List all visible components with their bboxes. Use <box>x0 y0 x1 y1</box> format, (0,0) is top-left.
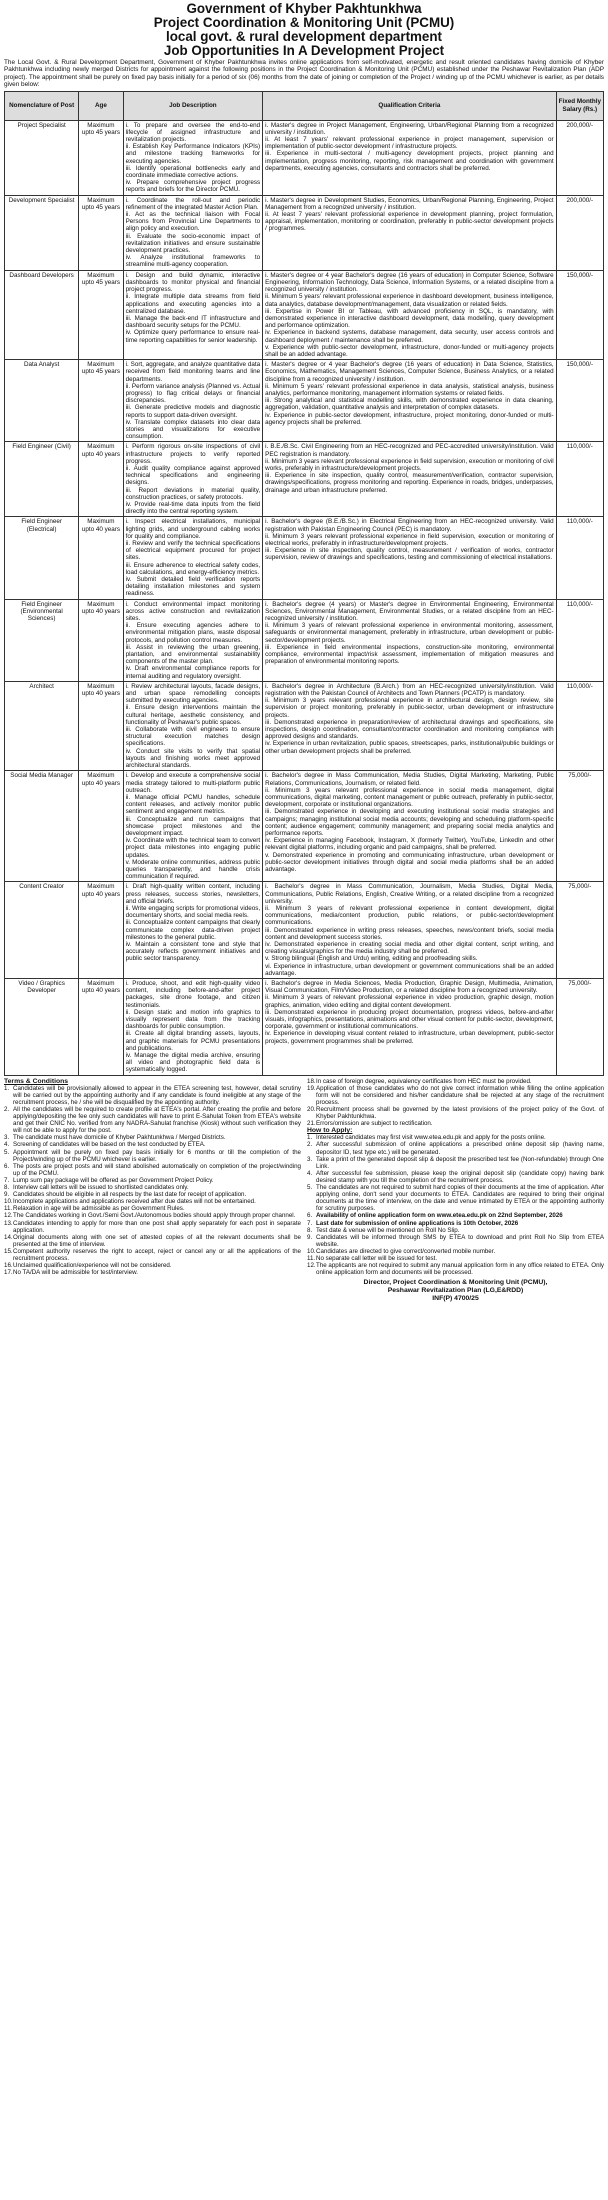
apply-step <box>307 1212 604 1219</box>
term-item <box>4 1220 301 1234</box>
post-name-cell: Field Engineer (Civil) <box>5 442 79 517</box>
post-name-cell: Video / Graphics Developer <box>5 978 79 1075</box>
job-description-item: iii. Ensure adherence to electrical safety codes, load calculations, and energy-efficiency metrics. <box>125 561 261 576</box>
terms-title: Terms & Conditions <box>4 1077 69 1085</box>
item-number: 7. <box>307 1219 313 1227</box>
age-cell: Maximum upto 40 years <box>79 882 123 979</box>
qualification-item: ii. Minimum 3 years of relevant professional experience in environmental monitoring, assessment, safeguards or environmental management, preferably in infrastructure, urban development or public-sector/development projects. <box>265 622 554 644</box>
job-description-item: iv. Submit detailed field verification reports detailing installation milestones and system readiness. <box>125 576 261 598</box>
table-row <box>5 681 604 770</box>
table-row <box>5 195 604 270</box>
item-number: 19. <box>307 1084 316 1092</box>
job-description-item: i. Produce, shoot, and edit high-quality video content, including before-and-after project packages, site drone footage, and citizen testimonials. <box>125 979 261 1009</box>
age-cell: Maximum upto 40 years <box>79 599 123 681</box>
qualification-item: v. Demonstrated experience in promoting and communicating infrastructure, urban development or public-sector development initiatives through digital and social media platforms shall be an added advantage. <box>265 851 554 873</box>
item-text: Interested candidates may first visit www.etea.edu.pk and apply for the posts online. <box>316 1134 546 1142</box>
item-number: 8. <box>307 1226 313 1234</box>
item-number: 12. <box>4 1212 13 1220</box>
table-row <box>5 978 604 1075</box>
age-cell: Maximum upto 45 years <box>79 360 123 442</box>
qualification-item: iv. Demonstrated experience in creating social media and other digital content, script writing, and creating visuals/graphics for the media industry shall be preferred. <box>265 940 554 956</box>
column-header-qualification: Qualification Criteria <box>263 91 557 120</box>
job-description-item: iii. Conceptualize and run campaigns that showcase project milestones and the development impact. <box>125 815 261 837</box>
column-header-post: Nomenclature of Post <box>5 91 79 120</box>
item-text: Availability of online application form on www.etea.edu.pk on 22nd September, 2026 <box>316 1212 563 1220</box>
job-description-item: iv. Analyze institutional frameworks to streamline multi-agency cooperation. <box>125 254 261 269</box>
qualification-item: iii. Experience in site inspection, quality control, measurement / verification of works, contractor supervision, review of drawings and specifications, testing and commissioning of electrical installations. <box>265 547 554 562</box>
age-cell: Maximum upto 45 years <box>79 195 123 270</box>
item-number: 17. <box>4 1269 13 1277</box>
term-item <box>4 1177 301 1184</box>
apply-step <box>307 1234 604 1248</box>
table-row <box>5 882 604 979</box>
qualification-item: iii. Demonstrated experience in developing and executing institutional social media strategies and campaigns; managing institutional social media accounts; developing and scheduling platform-specific content; audience engagement; community management; and preparing social media analytics and performance reports. <box>265 808 554 837</box>
qualification-cell <box>263 681 557 770</box>
item-text: Candidates will be provisionally allowed to appear in the ETEA screening test, however, detail scrutiny will be carried out by the appointing authority and if any candidate is found ineligible at any stage of the recruitment process, he / she will be disqualified by the appointing authority. <box>13 1084 301 1106</box>
salary-cell: 110,000/- <box>556 599 603 681</box>
table-header-row <box>5 91 604 120</box>
job-description-item: iii. Evaluate the socio-economic impact of revitalization initiatives and ensure sustainable development practices. <box>125 232 261 255</box>
how-to-apply-list <box>307 1134 604 1276</box>
apply-step <box>307 1255 604 1262</box>
qualification-item: ii. Minimum 3 years of relevant professional experience in video production, graphic design, motion graphics, animation, video editing and digital content development. <box>265 994 554 1009</box>
job-description-item: iii. Identify operational bottlenecks early and coordinate immediate corrective actions. <box>125 164 261 180</box>
item-text: Incomplete applications and applications received after due dates will not be entertained. <box>13 1198 256 1206</box>
job-description-cell <box>123 195 263 270</box>
item-text: Last date for submission of online applications is 10th October, 2026 <box>316 1219 519 1227</box>
jobs-table-body <box>5 120 604 1075</box>
salary-cell: 110,000/- <box>556 681 603 770</box>
term-item <box>307 1085 604 1106</box>
item-number: 6. <box>307 1212 313 1220</box>
apply-step <box>307 1170 604 1184</box>
term-item <box>4 1234 301 1248</box>
column-header-age: Age <box>79 91 123 120</box>
item-text: No separate call letter will be issued for test. <box>316 1254 438 1262</box>
job-description-item: iv. Draft environmental compliance reports for internal auditing and regulatory oversight. <box>125 665 261 680</box>
apply-step <box>307 1134 604 1141</box>
job-description-item: i. Design and build dynamic, interactive dashboards to monitor physical and financial project progress. <box>125 271 261 294</box>
age-cell: Maximum upto 40 years <box>79 771 123 882</box>
qualification-item: i. B.E./B.Sc. Civil Engineering from an HEC-recognized and PEC-accredited university/institution. Valid PEC registration is mandatory. <box>265 443 554 458</box>
job-description-item: i. Sort, aggregate, and analyze quantitative data received from field monitoring teams and line departments. <box>125 361 261 383</box>
qualification-item: iv. Experience in backend systems, database management, data security, user access controls and dashboard deployment / maintenance shall be preferred. <box>265 329 554 344</box>
table-row <box>5 442 604 517</box>
post-name-cell: Data Analyst <box>5 360 79 442</box>
job-description-item: iii. Collaborate with civil engineers to ensure structural execution matches design specifications. <box>125 726 261 748</box>
post-name-cell: Field Engineer (Electrical) <box>5 517 79 599</box>
terms-section <box>4 1078 604 1303</box>
qualification-cell <box>263 882 557 979</box>
job-description-cell <box>123 270 263 359</box>
job-description-item: iv. Provide real-time data inputs from the field directly into the central reporting system. <box>125 500 261 516</box>
qualification-item: iv. Experience in urban revitalization, public spaces, streetscapes, parks, institutional/public buildings or other urban development projects shall be preferred. <box>265 740 554 755</box>
qualification-cell <box>263 270 557 359</box>
term-item <box>4 1106 301 1134</box>
job-description-item: ii. Integrate multiple data streams from field applications and executing agencies into a centralized database. <box>125 293 261 315</box>
item-number: 18. <box>307 1077 316 1085</box>
job-description-item: i. Perform rigorous on-site inspections of civil infrastructure projects to verify reported progress. <box>125 443 261 465</box>
item-number: 8. <box>4 1184 10 1192</box>
apply-step <box>307 1141 604 1155</box>
item-text: Competent authority reserves the right to accept, reject or cancel any or all the applications of the recruitment process. <box>13 1247 301 1262</box>
item-text: In case of foreign degree, equivalency certificates from HEC must be provided. <box>316 1077 532 1085</box>
job-description-cell <box>123 442 263 517</box>
job-description-item: i. Coordinate the roll-out and periodic refinement of the integrated Master Action Plan. <box>125 196 261 211</box>
item-text: Lump sum pay package will be offered as per Government Project Policy. <box>13 1176 214 1184</box>
qualification-item: i. Master's degree in Project Management, Engineering, Urban/Regional Planning from a recognized university / institution. <box>265 121 554 136</box>
term-item <box>4 1248 301 1262</box>
qualification-item: v. Strong bilingual (English and Urdu) writing, editing and proofreading skills. <box>265 955 478 963</box>
salary-cell: 75,000/- <box>556 771 603 882</box>
item-text: After successful submission of online applications a prescribed online deposit slip (having name, depositor ID, test type etc.) will be generated. <box>316 1141 604 1156</box>
item-text: Candidates should be eligible in all respects by the last date for receipt of application. <box>13 1191 247 1199</box>
job-description-cell <box>123 517 263 599</box>
qualification-item: ii. At least 7 years' relevant professional experience in development planning, project formulation, appraisal, implementation, monitoring or coordination, preferably in public-sector development projects / programmes. <box>265 211 554 233</box>
term-item <box>4 1184 301 1191</box>
post-name-cell: Social Media Manager <box>5 771 79 882</box>
post-name-cell: Dashboard Developers <box>5 270 79 359</box>
qualification-item: iv. Experience in managing Facebook, Instagram, X (formerly Twitter), YouTube, LinkedIn and other relevant digital platforms, including organic and paid campaigns, shall be preferred. <box>265 837 554 852</box>
item-number: 16. <box>4 1262 13 1270</box>
qualification-item: ii. Minimum 3 years of relevant professional experience in content development, digital communications, media/content production, public relations, or public-sector/development communications. <box>265 904 554 927</box>
apply-step <box>307 1262 604 1276</box>
term-item <box>4 1149 301 1163</box>
qualification-item: iv. Experience in public-sector development, infrastructure, project monitoring, donor-funded or multi-agency projects shall be preferred. <box>265 411 554 426</box>
term-item <box>307 1106 604 1120</box>
item-number: 3. <box>307 1155 313 1163</box>
age-cell: Maximum upto 45 years <box>79 270 123 359</box>
job-description-item: ii. Ensure design interventions maintain the cultural heritage, aesthetic consistency, and functionality of Peshawar's public spaces. <box>125 704 261 726</box>
qualification-item: i. Master's degree or 4 year Bachelor's degree (16 years of education) in Data Science, Statistics, Economics, Mathematics, Management Sciences, Computer Science, Business Analytics, or a related discipline from a recognized university / institution. <box>265 361 554 383</box>
qualification-item: v. Experience with public-sector development, infrastructure, donor-funded or multi-agency projects shall be an added advantage. <box>265 343 554 358</box>
item-number: 9. <box>307 1233 313 1241</box>
item-number: 13. <box>4 1219 13 1227</box>
job-description-item: ii. Write engaging scripts for promotional videos, documentary shorts, and social media reels. <box>125 904 261 920</box>
job-description-item: ii. Design static and motion info graphics to visually represent data from the tracking dashboards for public consumption. <box>125 1008 261 1031</box>
item-number: 7. <box>4 1176 10 1184</box>
qualification-item: ii. Minimum 3 years relevant professional experience in field supervision, execution or monitoring of civil works, preferably in infrastructure/development projects. <box>265 457 554 472</box>
table-row <box>5 360 604 442</box>
qualification-item: iii. Experience in field environmental inspections, construction-site monitoring, environmental compliance, environmental impact/risk assessment, implementation of mitigation measures and preparation of environmental monitoring reports. <box>265 643 554 666</box>
job-description-item: ii. Perform variance analysis (Planned vs. Actual progress) to flag critical delays or financial discrepancies. <box>125 382 261 405</box>
item-number: 5. <box>307 1184 313 1192</box>
salary-cell: 150,000/- <box>556 270 603 359</box>
item-number: 4. <box>307 1169 313 1177</box>
salary-cell: 110,000/- <box>556 517 603 599</box>
qualification-cell <box>263 360 557 442</box>
contact-line-plan: Peshawar Revitalization Plan (LG,E&RDD) <box>387 1287 524 1295</box>
item-number: 11. <box>307 1254 316 1262</box>
item-number: 4. <box>4 1141 10 1149</box>
apply-step <box>307 1227 604 1234</box>
job-description-item: ii. Review and verify the technical specifications of electrical equipment procured for project sites. <box>125 540 261 562</box>
item-text: Interview call letters will be issued to shortlisted candidates only. <box>13 1184 189 1192</box>
jobs-table <box>4 91 604 1076</box>
job-description-cell <box>123 120 263 195</box>
item-number: 10. <box>307 1247 316 1255</box>
job-description-cell <box>123 978 263 1075</box>
item-text: Candidates intending to apply for more than one post shall apply separately for each post in separate application. <box>13 1219 301 1234</box>
qualification-item: iii. Demonstrated experience in writing press releases, speeches, news/content briefs, social media content and development success stories. <box>265 926 554 941</box>
job-description-item: ii. Manage official PCMU handles, schedule content releases, and actively monitor public sentiment and engagement metrics. <box>125 793 261 816</box>
term-item <box>4 1205 301 1212</box>
salary-cell: 200,000/- <box>556 195 603 270</box>
item-number: 20. <box>307 1106 316 1113</box>
qualification-item: ii. Minimum 5 years' relevant professional experience in data analysis, statistical analysis, business analytics, performance monitoring, management information systems or related fields. <box>265 382 554 397</box>
term-item <box>4 1085 301 1106</box>
item-text: Screening of candidates will be based on the test conducted by ETEA. <box>13 1141 206 1149</box>
qualification-item: ii. Minimum 3 years relevant professional experience in social media management, digital communications, digital marketing, content management or public outreach, preferably in public-sector, development, corporate or institutional organizations. <box>265 786 554 809</box>
item-number: 11. <box>4 1205 13 1213</box>
qualification-item: iii. Expertise in Power BI or Tableau, with advanced proficiency in SQL, is mandatory, with demonstrated experience in interactive dashboard development, data modelling, query development and performance optimization. <box>265 307 554 330</box>
age-cell: Maximum upto 40 years <box>79 442 123 517</box>
job-description-item: v. Moderate online communities, address public queries transparently, and handle crisis communication if required. <box>125 858 261 881</box>
age-cell: Maximum upto 45 years <box>79 120 123 195</box>
apply-step <box>307 1184 604 1212</box>
item-text: Relaxation in age will be admissible as per Government Rules. <box>13 1205 185 1213</box>
table-row <box>5 599 604 681</box>
item-text: Recruitment process shall be governed by the latest provisions of the project policy of the Govt. of Khyber Pakhtunkhwa. <box>316 1106 604 1121</box>
job-description-cell <box>123 360 263 442</box>
qualification-cell <box>263 978 557 1075</box>
table-row <box>5 120 604 195</box>
apply-step <box>307 1156 604 1170</box>
terms-right-list <box>307 1078 604 1128</box>
header <box>4 2 604 58</box>
qualification-item: ii. Minimum 3 years relevant professional experience in field supervision, execution or monitoring of electrical works, preferably in infrastructure/development projects. <box>265 532 554 547</box>
term-item <box>4 1141 301 1148</box>
age-cell: Maximum upto 40 years <box>79 517 123 599</box>
post-name-cell: Field Engineer (Environmental Sciences) <box>5 599 79 681</box>
job-description-item: i. To prepare and oversee the end-to-end lifecycle of assigned infrastructure and revitalization projects. <box>125 121 261 144</box>
post-name-cell: Architect <box>5 681 79 770</box>
job-description-item: iv. Conduct site visits to verify that spatial layouts and finishing works meet approved architectural standards. <box>125 747 261 770</box>
term-item <box>307 1120 604 1127</box>
item-text: The Candidates working in Govt./Semi Govt./Autonomous bodies should apply through proper channel. <box>13 1212 296 1220</box>
contact-line-reference: INF(P) 4700/25 <box>432 1294 479 1302</box>
job-description-item: ii. Audit quality compliance against approved technical specifications and engineering designs. <box>125 464 261 487</box>
qualification-item: i. Bachelor's degree in Mass Communication, Journalism, Media Studies, Digital Media, Communications, Public Relations, English, Creative Writing, or a related discipline from a recognized university. <box>265 883 554 905</box>
qualification-item: i. Bachelor's degree in Architecture (B.Arch.) from an HEC-recognized university/institution. Valid registration with the Pakistan Council of Architects and Town Planners (PCATP) is mandatory. <box>265 682 554 698</box>
term-item <box>4 1198 301 1205</box>
qualification-item: vi. Experience in infrastructure, urban development or government communications shall be an added advantage. <box>265 962 554 977</box>
item-text: Original documents along with one set of attested copies of all the relevant documents shall be presented at the time of interview. <box>13 1233 301 1248</box>
item-number: 12. <box>307 1262 316 1270</box>
job-description-item: iv. Optimize query performance to ensure real-time reporting capabilities for senior leadership. <box>125 329 261 344</box>
qualification-cell <box>263 120 557 195</box>
term-item <box>4 1191 301 1198</box>
job-description-cell <box>123 599 263 681</box>
item-number: 21. <box>307 1120 316 1128</box>
job-description-item: i. Review architectural layouts, facade designs, and urban space remodelling concepts submitted by executing agencies. <box>125 682 261 705</box>
header-title: Job Opportunities In A Development Project <box>163 43 445 58</box>
job-description-item: iii. Generate predictive models and diagnostic reports to support data-driven oversight. <box>125 404 261 419</box>
apply-step <box>307 1248 604 1255</box>
item-number: 6. <box>4 1162 10 1170</box>
term-item <box>4 1163 301 1177</box>
qualification-item: i. Master's degree or 4 year Bachelor's degree (16 years of education) in Computer Science, Software Engineering, Information Technology, Data Science, Information Systems, or a related discipline from a recognized university / institution. <box>265 271 554 294</box>
item-number: 2. <box>4 1106 10 1113</box>
terms-right-column <box>307 1078 604 1303</box>
item-text: Application of those candidates who do not give correct information while filling the online application form will not be considered and his/her candidature shall be rejected at any stage of the recruitment process. <box>316 1084 604 1106</box>
item-number: 1. <box>4 1084 10 1092</box>
salary-cell: 200,000/- <box>556 120 603 195</box>
age-cell: Maximum upto 40 years <box>79 681 123 770</box>
item-text: The candidate must have domicile of Khyber Pakhtunkhwa / Merged Districts. <box>13 1134 226 1142</box>
post-name-cell: Development Specialist <box>5 195 79 270</box>
item-text: The applicants are not required to submit any manual application form in any office related to ETEA. Only online application form and documents will be processed. <box>316 1262 604 1277</box>
item-text: The candidates are not required to submit hard copies of their documents at the time of application. After applying online, don't send your documents to ETEA. Candidates are required to bring their original documents at the time of interview, on the date and venue intimated by ETEA or the appointing authority for scrutiny purposes. <box>316 1184 604 1213</box>
item-text: Take a print of the generated deposit slip & deposit the prescribed test fee (Non-refundable) through One Link. <box>316 1155 604 1170</box>
job-description-item: ii. Establish Key Performance Indicators (KPIs) and milestone tracking frameworks for executing agencies. <box>125 143 261 165</box>
job-description-item: i. Develop and execute a comprehensive social media strategy tailored to multi-platform public outreach. <box>125 772 261 794</box>
term-item <box>4 1134 301 1141</box>
post-name-cell: Content Creator <box>5 882 79 979</box>
item-number: 1. <box>307 1134 313 1142</box>
job-description-item: iii. Report deviations in material quality, construction practices, or safety protocols. <box>125 486 261 501</box>
qualification-item: ii. Minimum 5 years' relevant professional experience in dashboard development, business intelligence, data analytics, database development/management, data visualization or related fields. <box>265 293 554 308</box>
qualification-item: iii. Demonstrated experience in preparation/review of architectural drawings and specifications, site inspections, design coordination, consultant/contractor coordination and monitoring compliance with approved designs and standards. <box>265 718 554 741</box>
job-description-item: iv. Translate complex datasets into clear data stories and visualizations for executive consumption. <box>125 418 261 441</box>
qualification-item: i. Bachelor's degree (B.E./B.Sc.) in Electrical Engineering from an HEC-recognized university. Valid registration with Pakistan Engineering Council (PEC) is mandatory. <box>265 518 554 533</box>
qualification-item: iv. Experience in developing visual content related to infrastructure, urban development, public-sector projects, government programmes shall be preferred. <box>265 1030 554 1045</box>
qualification-cell <box>263 771 557 882</box>
salary-cell: 150,000/- <box>556 360 603 442</box>
item-text: Test date & venue will be mentioned on Roll No Slip. <box>316 1226 460 1234</box>
terms-left-column <box>4 1078 301 1303</box>
job-description-item: iii. Conceptualize content campaigns that clearly communicate complex data-driven project milestones to the general public. <box>125 919 261 941</box>
item-number: 5. <box>4 1148 10 1156</box>
job-description-cell <box>123 681 263 770</box>
qualification-cell <box>263 195 557 270</box>
job-description-item: i. Conduct environmental impact monitoring across active construction and revitalization sites. <box>125 600 261 623</box>
qualification-cell <box>263 517 557 599</box>
item-number: 2. <box>307 1141 313 1149</box>
post-name-cell: Project Specialist <box>5 120 79 195</box>
item-text: All the candidates will be required to create profile at ETEA's portal. After creating the profile and before applying/depositing the fee only such candidates will have to print E-Sahulat Token from ETEA's website and get their CNIC No. verified from any NADRA-Sahulat franchise (Kiosk) without such verification they will not be able to apply for the post. <box>13 1106 301 1135</box>
header-unit: Project Coordination & Monitoring Unit (PCMU) <box>153 15 455 30</box>
item-text: Candidates will be informed through SMS by ETEA to download and print Roll No Slip from ETEA website. <box>316 1233 604 1248</box>
column-header-salary: Fixed Monthly Salary (Rs.) <box>556 91 603 120</box>
job-description-item: iv. Maintain a consistent tone and style that accurately reflects government initiatives and public sector transparency. <box>125 940 261 963</box>
qualification-item: i. Bachelor's degree (4 years) or Master's degree in Environmental Engineering, Environmental Sciences, Environmental Management, Environmental Studies, or a related discipline from an HEC-recognized university / institution. <box>265 600 554 623</box>
item-text: No TA/DA will be admissible for test/interview. <box>13 1269 138 1277</box>
job-description-item: iv. Manage the digital media archive, ensuring all video and photographic field data is systematically logged. <box>125 1052 261 1074</box>
term-item <box>307 1078 604 1085</box>
job-description-item: iii. Assist in reviewing the urban greening, plantation, and environmental sustainability components of the master plan. <box>125 643 261 666</box>
job-description-item: iii. Manage the back-end IT infrastructure and dashboard security setups for the PCMU. <box>125 314 261 330</box>
qualification-item: iii. Experience in site inspection, quality control, measurement/verification, contractor supervision, drawings/specifications, progress monitoring and reporting. Experience in roads, bridges, underpasses, drainage and urban infrastructure preferred. <box>265 472 554 494</box>
qualification-item: iii. Demonstrated experience in producing project documentation, progress videos, before-and-after visuals, infographics, presentations, animations and other visual content for public-sector, development, corporate, government or institutional communications. <box>265 1008 554 1031</box>
age-cell: Maximum upto 40 years <box>79 978 123 1075</box>
apply-step <box>307 1220 604 1227</box>
salary-cell: 110,000/- <box>556 442 603 517</box>
item-text: Unclaimed qualification/experience will not be considered. <box>13 1262 172 1270</box>
qualification-cell <box>263 599 557 681</box>
item-text: The posts are project posts and will stand abolished automatically on completion of the project/winding up of the PCMU. <box>13 1162 301 1177</box>
header-government: Government of Khyber Pakhtunkhwa <box>186 1 422 16</box>
item-number: 3. <box>4 1134 10 1142</box>
term-item <box>4 1269 301 1276</box>
job-description-item: ii. Ensure executing agencies adhere to environmental mitigation plans, waste disposal protocols, and pollution control measures. <box>125 622 261 644</box>
job-description-item: i. Inspect electrical installations, municipal lighting grids, and underground cabling works for quality and compliance. <box>125 518 261 540</box>
salary-cell: 75,000/- <box>556 882 603 979</box>
job-description-item: ii. Act as the technical liaison with Focal Persons from Provincial Line Departments to align policy and execution. <box>125 211 261 233</box>
item-number: 9. <box>4 1191 10 1199</box>
table-row <box>5 517 604 599</box>
job-description-cell <box>123 882 263 979</box>
item-number: 15. <box>4 1247 13 1255</box>
job-description-item: iii. Create all digital branding assets, layouts, and graphic materials for PCMU presentations and publications. <box>125 1030 261 1052</box>
term-item <box>4 1262 301 1269</box>
how-to-apply-title: How to Apply: <box>307 1127 353 1135</box>
qualification-item: i. Bachelor's degree in Mass Communication, Media Studies, Digital Marketing, Marketing, Public Relations, Communications, Journalism, or related field. <box>265 772 554 787</box>
item-number: 10. <box>4 1198 13 1206</box>
item-text: Appointment will be purely on fixed pay basis initially for 6 months or till the completion of the Project/winding up of the PCMU whichever is earlier. <box>13 1148 301 1163</box>
terms-left-list <box>4 1085 301 1277</box>
item-text: After successful fee submission, please keep the original deposit slip (candidate copy) having bank desired stamp with you till the completion of the recruitment process. <box>316 1169 604 1184</box>
salary-cell: 75,000/- <box>556 978 603 1075</box>
table-row <box>5 771 604 882</box>
qualification-item: i. Bachelor's degree in Media Sciences, Media Production, Graphic Design, Multimedia, Animation, Visual Communication, Film/Video Production, or a related discipline from a recognized university. <box>265 979 554 995</box>
qualification-item: iii. Experience in multi-sectoral / multi-agency development projects, project planning and implementation, progress monitoring, reporting, risk management and coordination with government departments, executing agencies, consultants and contractors shall be preferred. <box>265 150 554 172</box>
qualification-cell <box>263 442 557 517</box>
job-description-item: i. Draft high-quality written content, including press releases, success stories, newsletters, and official briefs. <box>125 883 261 905</box>
item-text: Errors/omission are subject to rectification. <box>316 1120 433 1128</box>
header-department: local govt. & rural development department <box>165 29 443 44</box>
column-header-job-description: Job Description <box>123 91 263 120</box>
item-number: 14. <box>4 1233 13 1241</box>
qualification-item: ii. Minimum 3 years relevant professional experience in architectural design, design review, site supervision or project monitoring, preferably in public-sector, urban development or infrastructure projects. <box>265 697 554 719</box>
job-description-item: iv. Coordinate with the technical team to convert project data milestones into engaging public updates. <box>125 837 261 859</box>
term-item <box>4 1212 301 1219</box>
qualification-item: iii. Strong analytical and statistical modelling skills, with demonstrated experience in data cleaning, aggregation, validation, quantitative analysis and interpretation of complex datasets. <box>265 397 554 412</box>
contact-line-director: Director, Project Coordination & Monitoring Unit (PCMU), <box>363 1279 548 1287</box>
contact-block <box>307 1279 604 1302</box>
qualification-item: i. Master's degree in Development Studies, Economics, Urban/Regional Planning, Engineering, Project Management from a recognized university / institution. <box>265 196 554 211</box>
item-text: Candidates are directed to give correct/converted mobile number. <box>316 1247 496 1255</box>
job-description-cell <box>123 771 263 882</box>
intro-paragraph: The Local Govt. & Rural Development Department, Government of Khyber Pakhtunkhwa invites online applications from self-motivated, energetic and result oriented candidates having domicile of Khyber Pakhtunkhwa including newly merged Districts for appointment against the following positions in the Project Coordination & Monitoring Unit (PCMU) established under the Peshawar Revitalization Plan (ADP project). The appointment shall be purely on fixed pay basis initially for a period of six (06) months from the date of joining or completion of the Project / winding up of the PCMU whichever is earlier, as per details given below: <box>4 59 604 89</box>
job-description-item: iv. Prepare comprehensive project progress reports and briefs for the Director PCMU. <box>125 179 261 194</box>
table-row <box>5 270 604 359</box>
qualification-item: ii. At least 7 years' relevant professional experience in project management, supervision or implementation of public-sector development / infrastructure projects. <box>265 136 554 151</box>
